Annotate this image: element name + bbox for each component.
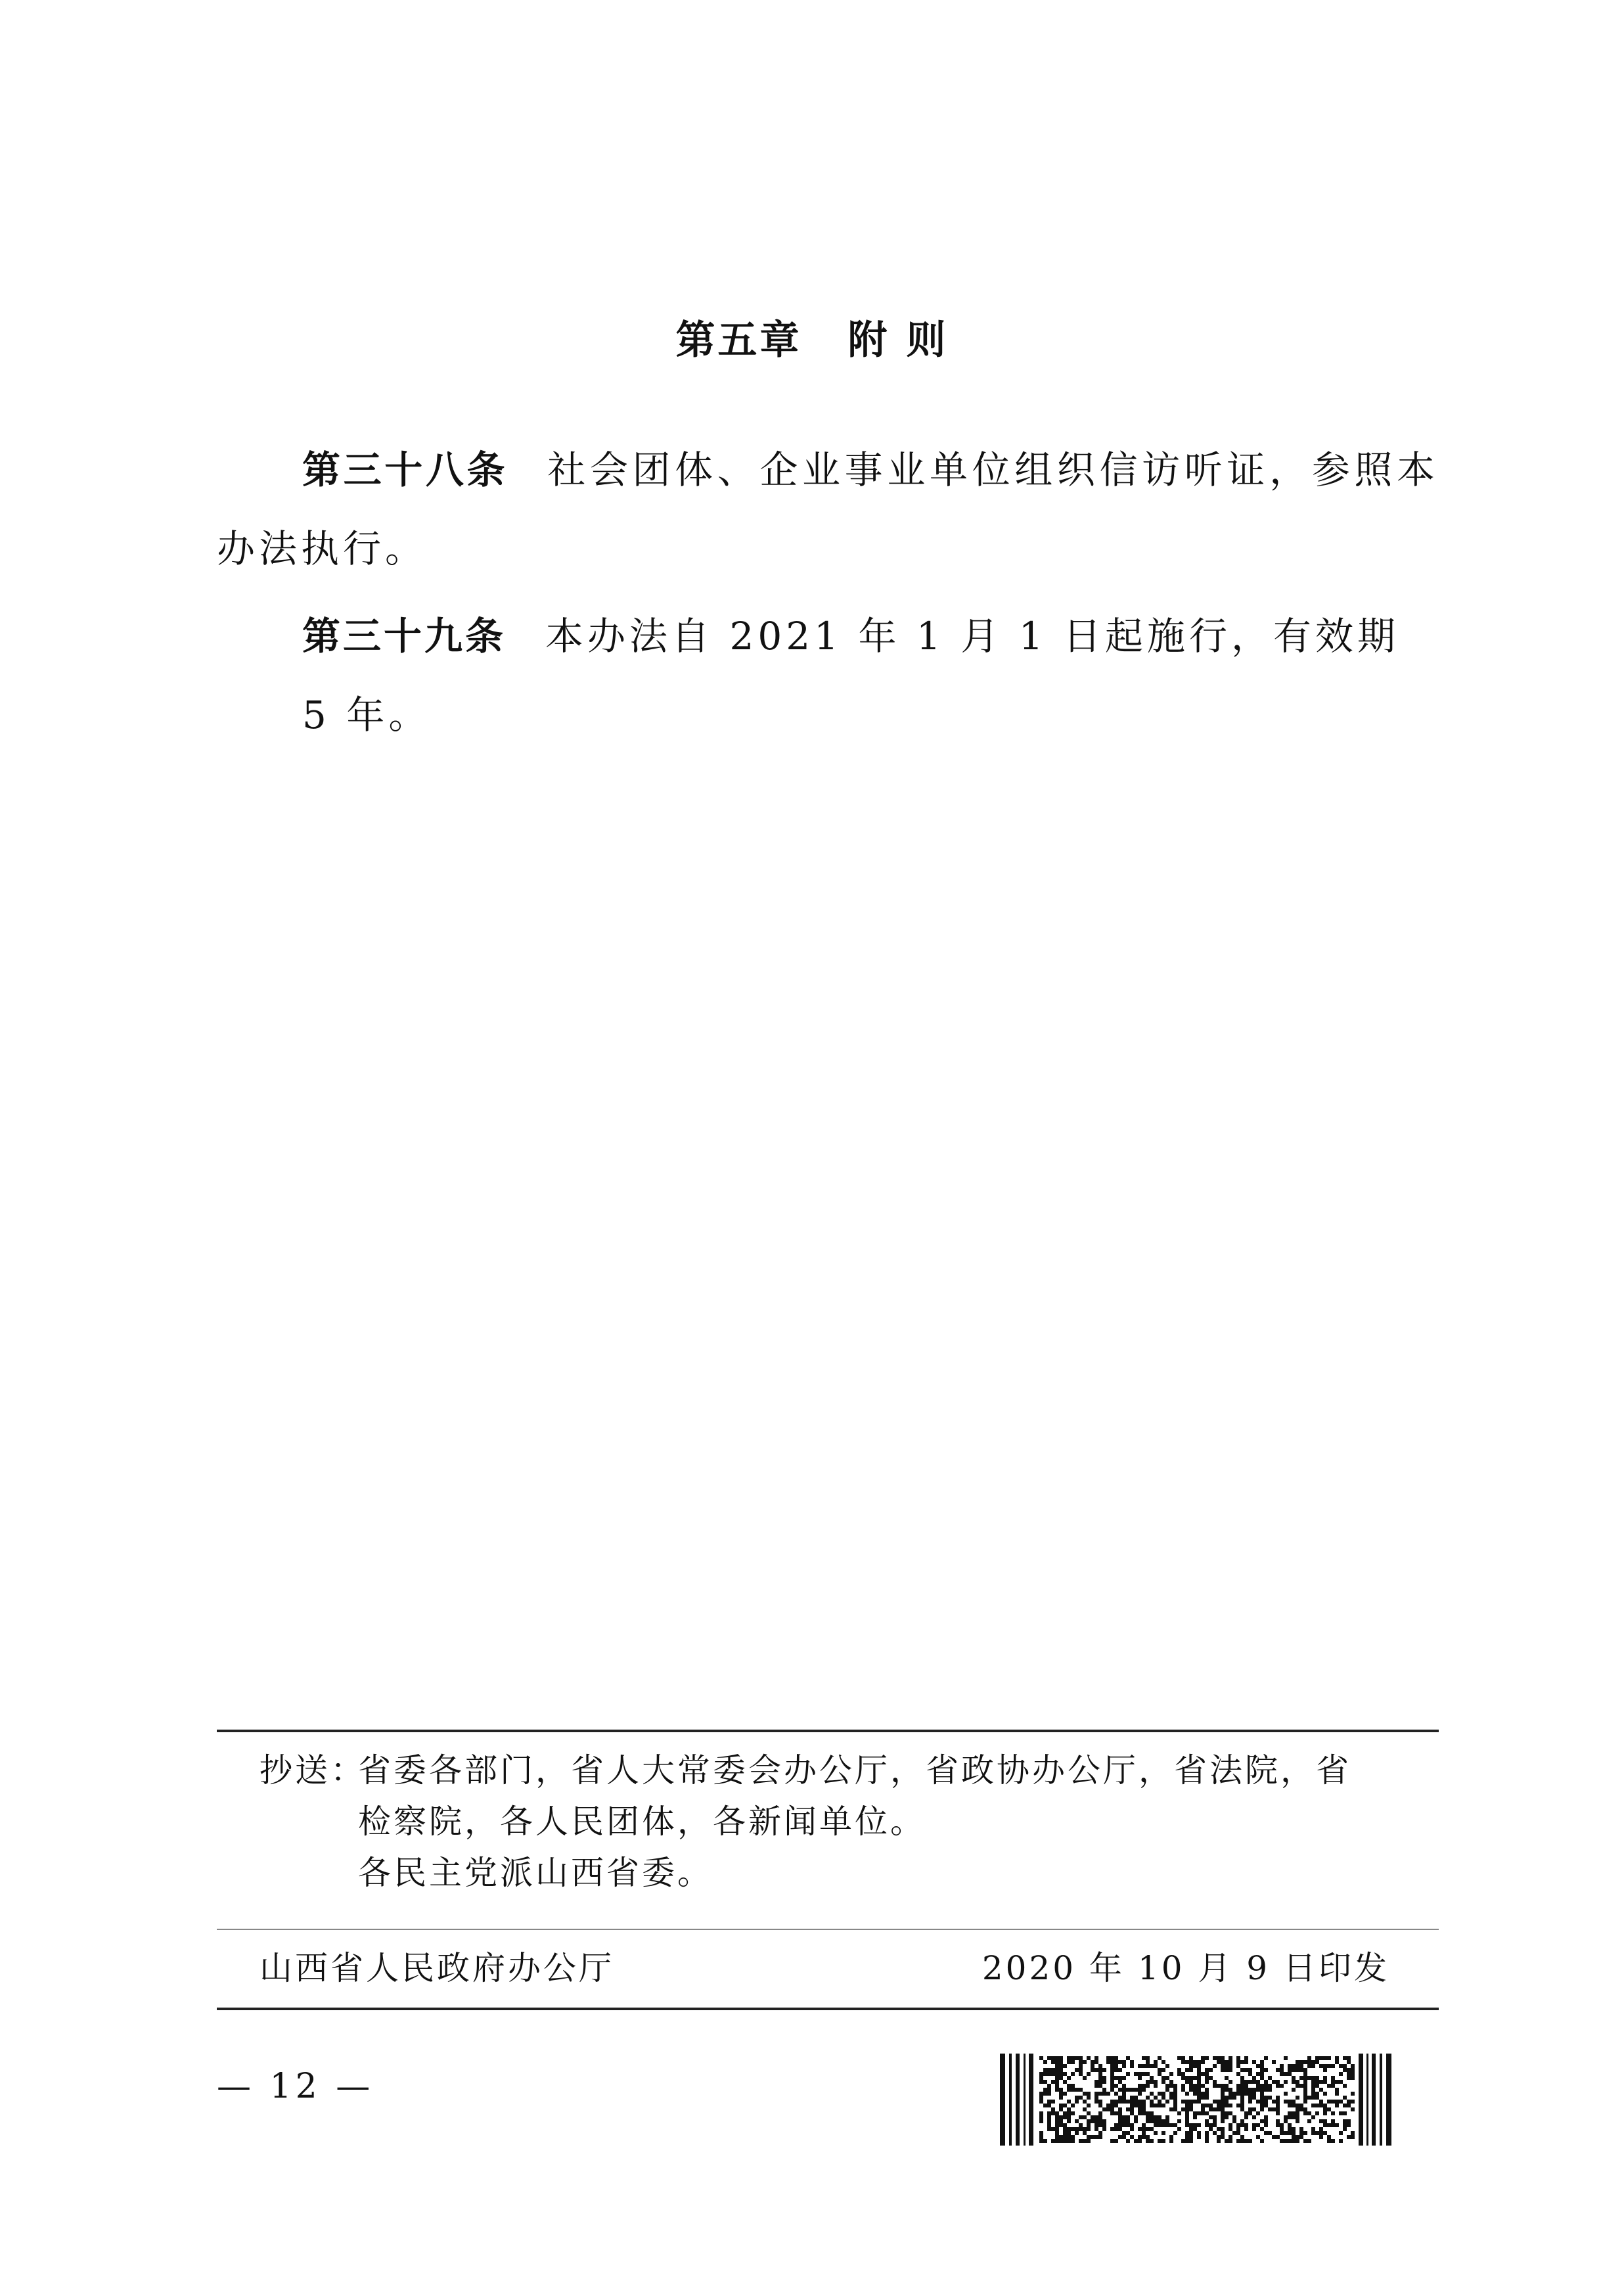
issuing-office: 山西省人民政府办公厅	[259, 1949, 614, 1987]
article-38-number: 第三十八条	[302, 448, 508, 492]
distribution-list	[259, 1745, 1416, 1898]
barcode-icon	[999, 2054, 1393, 2146]
chapter-title	[0, 309, 1624, 365]
issue-date: 2020 年 10 月 9 日印发	[981, 1949, 1389, 1987]
article-38-text: 社会团体、企业事业单位组织信访听证，参照本	[547, 448, 1439, 492]
divider-middle	[217, 1929, 1439, 1930]
chapter-name: 附 则	[847, 317, 949, 363]
distribution-line-3: 各民主党派山西省委。	[358, 1854, 713, 1892]
article-38-continuation: 办法执行。	[217, 526, 428, 571]
divider-bottom	[217, 2008, 1439, 2010]
article-39	[217, 597, 1439, 754]
article-39-number: 第三十九条	[302, 614, 507, 658]
page-number: — 12 —	[217, 2067, 374, 2106]
article-39-line1	[217, 597, 1439, 754]
article-38-line1	[217, 430, 1439, 509]
distribution-label: 抄送：	[259, 1751, 366, 1789]
distribution-line-1: 省委各部门，省人大常委会办公厅，省政协办公厅，省法院，省	[358, 1751, 1351, 1789]
chapter-number: 第五章	[675, 317, 802, 363]
article-39-text: 本办法自 2021 年 1 月 1 日起施行，有效期 5 年。	[302, 614, 1400, 737]
divider-top	[217, 1730, 1439, 1732]
distribution-line-2: 检察院，各人民团体，各新闻单位。	[358, 1803, 926, 1841]
article-38	[217, 430, 1439, 588]
